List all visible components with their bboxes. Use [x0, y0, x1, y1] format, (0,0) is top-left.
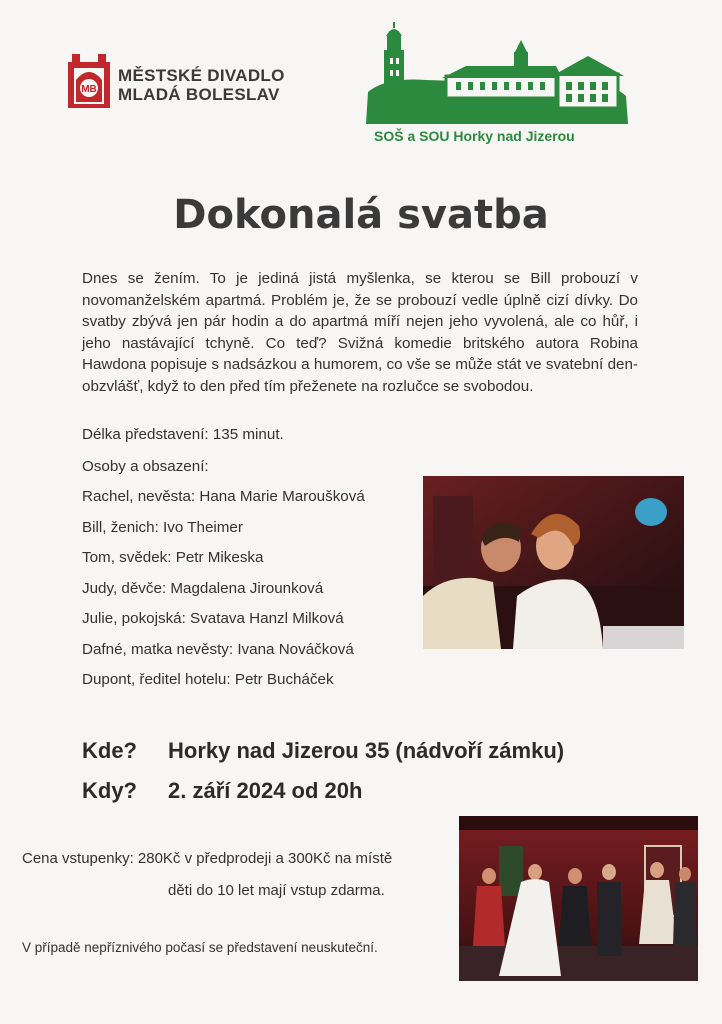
cast-heading: Osoby a obsazení: — [82, 458, 209, 475]
intro-paragraph: Dnes se žením. To je jediná jistá myšlenka, se kterou se Bill probouzí v novomanželském apartmá. Problém je, že se probouzí vedle úplně cizí dívky. Do svatby zbývá jen pár hodin a do apartmá míří nejen jeho vyvolená, ale co hůř, i jeho nastávající tchyně. Co teď? Svižná komedie britského autora Robina Hawdona popisuje s nadsázkou a humorem, co vše se může stát ve svatební den-obzvlášť, když to den před tím přeženete na rozlučce se svobodou. — [82, 270, 638, 395]
school-logo — [366, 22, 628, 152]
school-logo-caption: SOŠ a SOU Horky nad Jizerou — [374, 128, 575, 144]
production-photo-stage — [459, 816, 698, 981]
when-line — [82, 778, 362, 804]
logo-line-1: MĚSTSKÉ DIVADLO — [118, 66, 285, 85]
cast-item: Dafné, matka nevěsty: Ivana Nováčková — [82, 641, 354, 658]
when-value: 2. září 2024 od 20h — [168, 778, 363, 803]
logo-line-2: MLADÁ BOLESLAV — [118, 85, 280, 104]
cast-item: Tom, svědek: Petr Mikeska — [82, 549, 264, 566]
weather-note: V případě nepříznivého počasí se představení neuskuteční. — [22, 940, 378, 955]
where-value: Horky nad Jizerou 35 (nádvoří zámku) — [168, 738, 565, 763]
when-label: Kdy? — [82, 778, 137, 803]
theatre-logo — [68, 54, 298, 110]
production-photo-couple — [423, 476, 684, 649]
cast-item: Dupont, ředitel hotelu: Petr Bucháček — [82, 671, 334, 688]
where-line — [82, 738, 564, 764]
duration-text: Délka představení: 135 minut. — [82, 426, 284, 443]
theatre-emblem-icon — [68, 54, 110, 108]
page-title: Dokonalá svatba — [173, 192, 549, 238]
where-label: Kde? — [82, 738, 137, 763]
price-text: Cena vstupenky: 280Kč v předprodeji a 300Kč na místě — [22, 850, 393, 867]
kids-text: děti do 10 let mají vstup zdarma. — [168, 882, 385, 899]
castle-icon — [366, 22, 628, 126]
cast-item: Bill, ženich: Ivo Theimer — [82, 519, 243, 536]
cast-item: Julie, pokojská: Svatava Hanzl Milková — [82, 610, 344, 627]
cast-item: Judy, děvče: Magdalena Jirounková — [82, 580, 324, 597]
svg-text:MB: MB — [81, 84, 97, 95]
cast-item: Rachel, nevěsta: Hana Marie Maroušková — [82, 488, 365, 505]
